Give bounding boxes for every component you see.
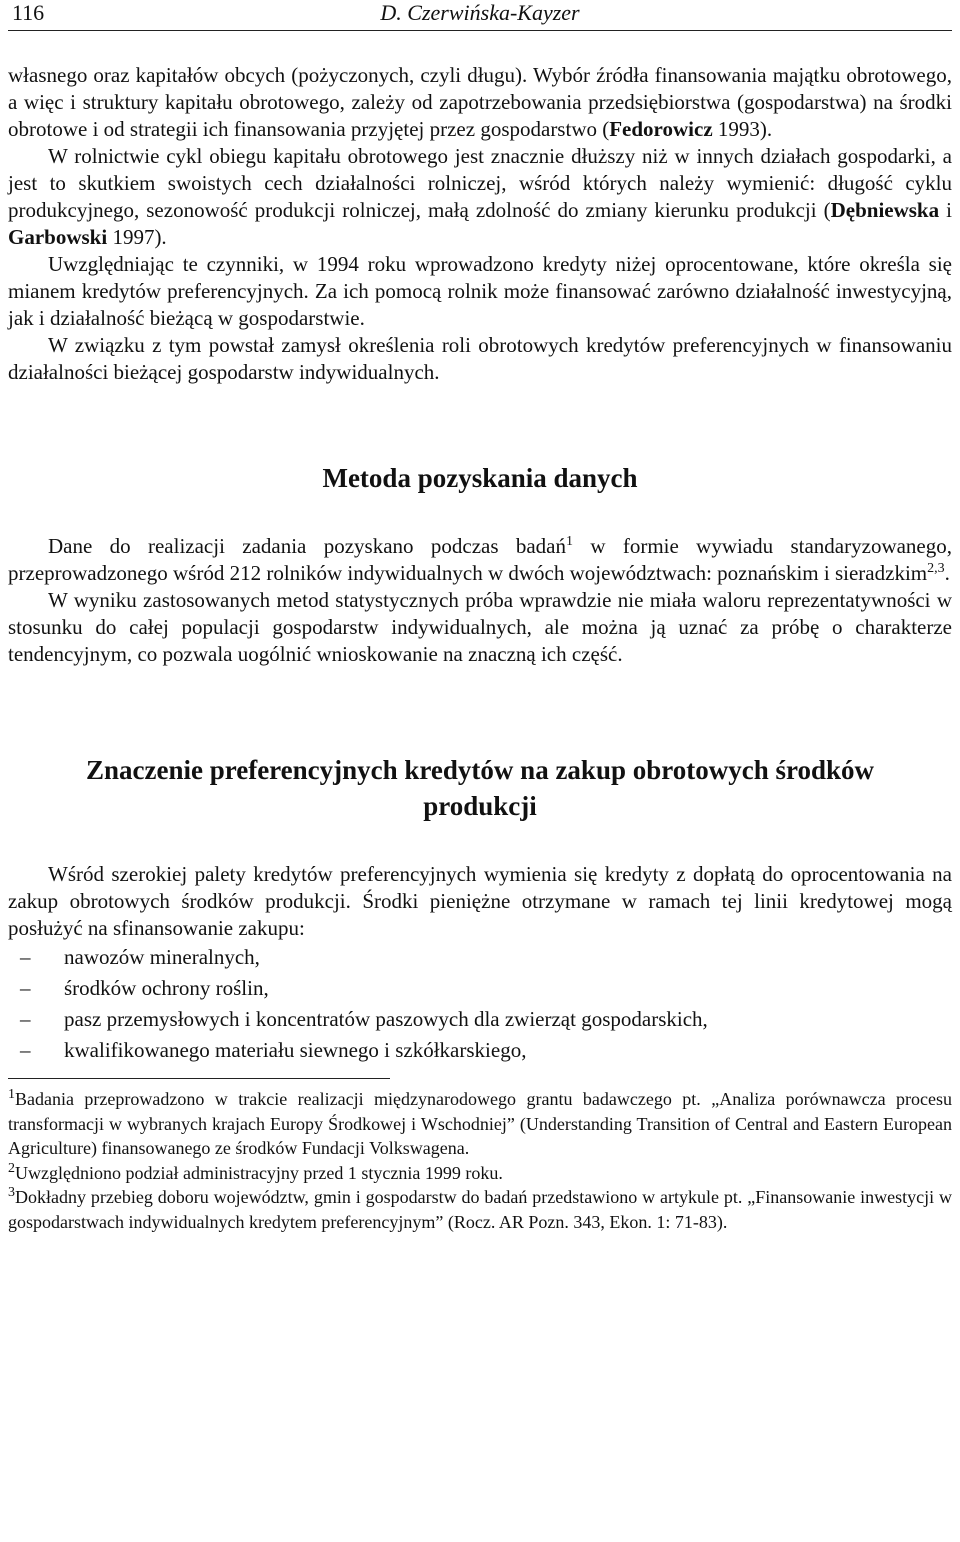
intro-paragraph-3: Uwzględniając te czynniki, w 1994 roku wprowadzono kredyty niżej oprocentowane, które określa się mianem kredytów preferencyjnych. Za ich pomocą rolnik może finansować zarówno działalność inwestycyjną, jak i działalność bieżącą w gospodarstwie. — [8, 252, 952, 330]
list-item: – nawozów mineralnych, — [20, 945, 260, 969]
footnote-ref-2-3: 2,3 — [927, 561, 945, 576]
page-header — [8, 0, 952, 31]
footnote-ref-1: 1 — [566, 534, 573, 549]
intro-paragraph-2: W rolnictwie cykl obiegu kapitału obrotowego jest znacznie dłuższy niż w innych działach gospodarki, a jest to skutkiem swoistych cech działalności rolniczej, wśród których należy wymienić: długość cyklu produkcyjnego, sezonowość produkcji rolniczej, małą zdolność do zmiany kierunku produkcji (Dębniewska i Garbowski 1997). — [8, 144, 952, 249]
list-item: – środków ochrony roślin, — [20, 976, 269, 1000]
footnote-1: $^1$Badania przeprowadzono w trakcie realizacji międzynarodowego grantu badawczego pt. „Analiza porównawcza procesu transformacji w wybranych krajach Europy Środkowej i Wschodniej” (Understanding Transition of Central and Eastern European Agriculture) finansowanego ze środków Fundacji Volkswagena. — [8, 1087, 952, 1158]
method-paragraph-1: Dane do realizacji zadania pozyskano podczas badań$^1$ w formie wywiadu standaryzowanego, przeprowadzonego wśród 212 rolników indywidualnych w dwóch województwach: poznańskim i sieradzkim$^{2,3}$. — [8, 534, 953, 585]
section-heading-credits: Znaczenie preferencyjnych kredytów na zakup obrotowych środków produkcji — [85, 755, 875, 821]
intro-paragraph-4: W związku z tym powstał zamysł określenia roli obrotowych kredytów preferencyjnych w finansowaniu działalności bieżącej gospodarstw indywidualnych. — [8, 333, 952, 384]
citation-debniewska: Dębniewska — [830, 198, 940, 222]
list-item: – kwalifikowanego materiału siewnego i szkółkarskiego, — [20, 1038, 527, 1062]
citation-garbowski: Garbowski — [8, 225, 108, 249]
footnote-2: $^2$Uwzględniono podział administracyjny przed 1 stycznia 1999 roku. — [8, 1160, 503, 1183]
credits-paragraph-1: Wśród szerokiej palety kredytów preferencyjnych wymienia się kredyty z dopłatą do oprocentowania na zakup obrotowych środków produkcji. Środki pieniężne otrzymane w ramach tej linii kredytowej mogą posłużyć na sfinansowanie zakupu: — [8, 862, 952, 940]
footnote-divider — [8, 1078, 390, 1079]
page-number: 116 — [12, 0, 45, 25]
list-item: – pasz przemysłowych i koncentratów paszowych dla zwierząt gospodarskich, — [20, 1007, 708, 1031]
running-head-author: D. Czerwińska-Kayzer — [380, 0, 580, 25]
method-paragraph-2: W wyniku zastosowanych metod statystycznych próba wprawdzie nie miała waloru reprezentatywności w stosunku do całej populacji gospodarstw indywidualnych, ale można ją uznać za próbę o charakterze tendencyjnym, co pozwala uogólnić wnioskowanie na znaczną ich część. — [8, 588, 952, 666]
purchase-list — [8, 942, 952, 1066]
section-heading-method: Metoda pozyskania danych — [322, 463, 638, 493]
citation-fedorowicz: Fedorowicz — [609, 117, 713, 141]
footnote-3: $^3$Dokładny przebieg doboru województw, gmin i gospodarstw do badań przedstawiono w artykule pt. „Finansowanie inwestycji w gospodarstwach indywidualnych kredytem preferencyjnym” (Rocz. AR Pozn. 343, Ekon. 1: 71-83). — [8, 1185, 952, 1232]
intro-paragraph-1: własnego oraz kapitałów obcych (pożyczonych, czyli długu). Wybór źródła finansowania majątku obrotowego, a więc i struktury kapitału obrotowego, zależy od zapotrzebowania przedsiębiorstwa (gospodarstwa) na środki obrotowe i od strategii ich finansowania przyjętej przez gospodarstwo (Fedorowicz 1993). — [8, 63, 952, 141]
page-body — [8, 62, 952, 1234]
